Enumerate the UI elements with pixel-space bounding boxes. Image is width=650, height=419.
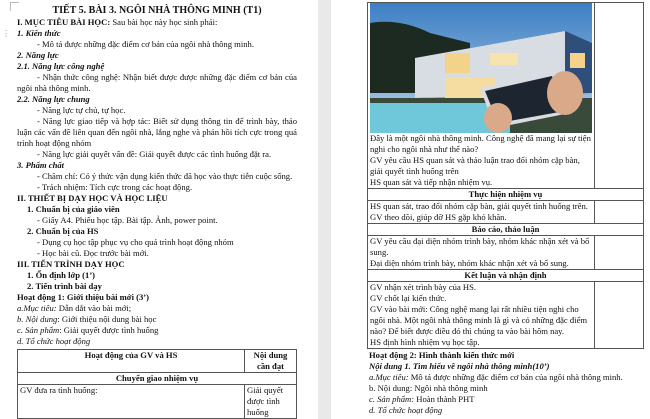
label-to-chuc: d. Tổ chức hoạt động	[17, 336, 91, 346]
text-line: - Năng lực giải quyết vấn đề: Giải quyết được các tình huống đặt ra.	[37, 149, 272, 159]
text-line: - Nhận thức công nghệ: Nhận biết được được những đặc điểm cơ bản của ngôi nhà thông minh.	[17, 72, 297, 93]
lesson-title: TIẾT 5. BÀI 3. NGÔI NHÀ THÔNG MINH (T1)	[52, 5, 262, 16]
text-line: GV vào bài mới: Công nghệ mang lại rất nhiều tiện nghi cho ngôi nhà. Một ngôi nhà thông minh là gì và có những đặc điểm nào? Để biết được điều đó thì chúng ta vào bài hôm nay.	[370, 304, 588, 336]
table-cell	[368, 282, 595, 349]
right-page-content	[367, 350, 644, 416]
text-line: Đây là một ngôi nhà thông minh. Công nghệ đã mang lại sự tiện nghi cho ngôi nhà như thế nào?	[370, 133, 591, 154]
activity-table-continued	[367, 2, 644, 349]
right-page	[331, 0, 650, 419]
text-line: - Dụng cụ học tập phục vụ cho quá trình hoạt động nhóm	[37, 237, 234, 247]
left-page	[0, 0, 318, 419]
label-san-pham: c. Sản phẩm	[17, 325, 60, 335]
section-2-heading: II. THIẾT BỊ DẠY HỌC VÀ HỌC LIỆU	[17, 193, 168, 203]
table-cell	[595, 201, 644, 224]
table-cell	[368, 201, 595, 224]
text-noi-dung: b. Nội dung: Ngôi nhà thông minh	[369, 383, 488, 393]
heading-nang-luc-chung: 2.2. Năng lực chung	[17, 94, 90, 104]
table-section-thuc-hien: Thực hiện nhiệm vụ	[368, 189, 644, 201]
section-1-text: Sau bài học này học sinh phải:	[110, 17, 218, 27]
heading-on-dinh: 1. Ổn định lớp (1’)	[27, 270, 96, 280]
left-page-content	[17, 4, 297, 419]
label-muc-tieu: a.Mục tiêu:	[369, 372, 409, 382]
table-cell	[595, 282, 644, 349]
table-cell	[595, 3, 644, 189]
text-line: GV theo dõi, giúp đỡ HS gặp khó khăn.	[370, 212, 507, 222]
heading-hoat-dong-1: Hoạt động 1: Giới thiệu bài mới (3’)	[17, 292, 149, 302]
text-san-pham: : Giải quyết được tình huống	[59, 325, 159, 335]
text-line: HS quan sát, trao đổi nhóm cặp bàn, giải quyết tình huống trên.	[370, 201, 588, 211]
text-line: - Học bài cũ. Đọc trước bài mới.	[37, 248, 149, 258]
text-muc-tieu: Dẫn dắt vào bài mới;	[56, 303, 132, 313]
table-cell	[368, 3, 595, 189]
heading-noi-dung-1: Nội dung 1. Tìm hiểu về ngôi nhà thông minh(10’)	[369, 361, 550, 371]
heading-pham-chat: 3. Phẩm chất	[17, 160, 65, 170]
text-line: GV yêu cầu đại diện nhóm trình bày, nhóm khác nhận xét và bổ sung.	[370, 236, 590, 257]
text-line: - Trách nhiệm: Tích cực trong các hoạt động.	[37, 182, 193, 192]
section-3-heading: III. TIẾN TRÌNH DẠY HỌC	[17, 259, 125, 269]
text-muc-tieu: Mô tả được những đặc điểm cơ bản của ngôi nhà thông minh.	[408, 372, 623, 382]
table-section-chuyen-giao: Chuyển giao nhiệm vụ	[18, 373, 297, 385]
section-1-heading: I. MỤC TIÊU BÀI HỌC:	[17, 17, 111, 27]
heading-hs: 2. Chuẩn bị của HS	[27, 226, 99, 236]
text-san-pham: Hoàn thành PHT	[414, 394, 475, 404]
text-noi-dung: : Giới thiệu nội dung bài học	[57, 314, 157, 324]
text-line: HS định hình nhiệm vụ học tập.	[370, 337, 480, 347]
text-line: HS quan sát và tiếp nhận nhiệm vụ.	[370, 177, 493, 187]
table-section-bao-cao: Báo cáo, thảo luận	[368, 224, 644, 236]
smart-home-photo	[370, 3, 592, 133]
heading-hoat-dong-2: Hoạt động 2: Hình thành kiến thức mới	[369, 350, 515, 360]
text-line: - Giấy A4. Phiếu học tập. Bài tập. Ảnh, power point.	[37, 215, 218, 225]
table-header-activity: Hoạt động của GV và HS	[18, 350, 245, 373]
text-line: - Năng lực giao tiếp và hợp tác: Biết sử dụng thông tin để trình bày, thảo luận các vấn đề liên quan đến ngôi nhà, lắng nghe và phản hồi tích cực trong quá trình hoạt động nhóm	[17, 116, 297, 148]
heading-tien-trinh: 2. Tiến trình bài dạy	[27, 281, 102, 291]
table-move-handle-icon[interactable]: ⋮	[2, 29, 10, 38]
table-section-ket-luan: Kết luận và nhận định	[368, 270, 644, 282]
right-page-column	[367, 2, 644, 416]
label-san-pham: c. Sản phẩm:	[369, 394, 415, 404]
table-cell	[595, 236, 644, 270]
text-line: GV nhận xét trình bày của HS.	[370, 282, 477, 292]
heading-gv: 1. Chuẩn bị của giáo viên	[27, 204, 120, 214]
table-cell	[368, 236, 595, 270]
text-line: GV chốt lại kiến thức.	[370, 293, 447, 303]
text-line: - Năng lực tự chủ, tự học.	[37, 105, 126, 115]
text-line: GV yêu cầu HS quan sát và thảo luận trao đổi nhóm cặp bàn, giải quyết tình huống trên	[370, 155, 580, 176]
label-to-chuc: d. Tổ chức hoạt động	[369, 405, 443, 415]
heading-nang-luc-cong-nghe: 2.1. Năng lực công nghệ	[17, 61, 105, 71]
label-noi-dung: b. Nội dung	[17, 314, 58, 324]
heading-kien-thuc: 1. Kiến thức	[17, 28, 61, 38]
text-line: Đại diện nhóm trình bày, nhóm khác nhận xét và bổ sung.	[370, 258, 569, 268]
activity-table	[17, 349, 297, 419]
table-cell: Giải quyết được tình huống	[245, 385, 297, 419]
text-line: - Chăm chỉ: Có ý thức vận dụng kiến thức đã học vào thực tiễn cuộc sống.	[37, 171, 293, 181]
label-muc-tieu: a.Mục tiêu:	[17, 303, 57, 313]
table-cell: GV đưa ra tình huống:	[18, 385, 245, 419]
table-header-content: Nội dung cần đạt	[245, 350, 297, 373]
text-line: - Mô tả được những đặc điểm cơ bản của ngôi nhà thông minh.	[37, 39, 254, 49]
heading-nang-luc: 2. Năng lực	[17, 50, 59, 60]
